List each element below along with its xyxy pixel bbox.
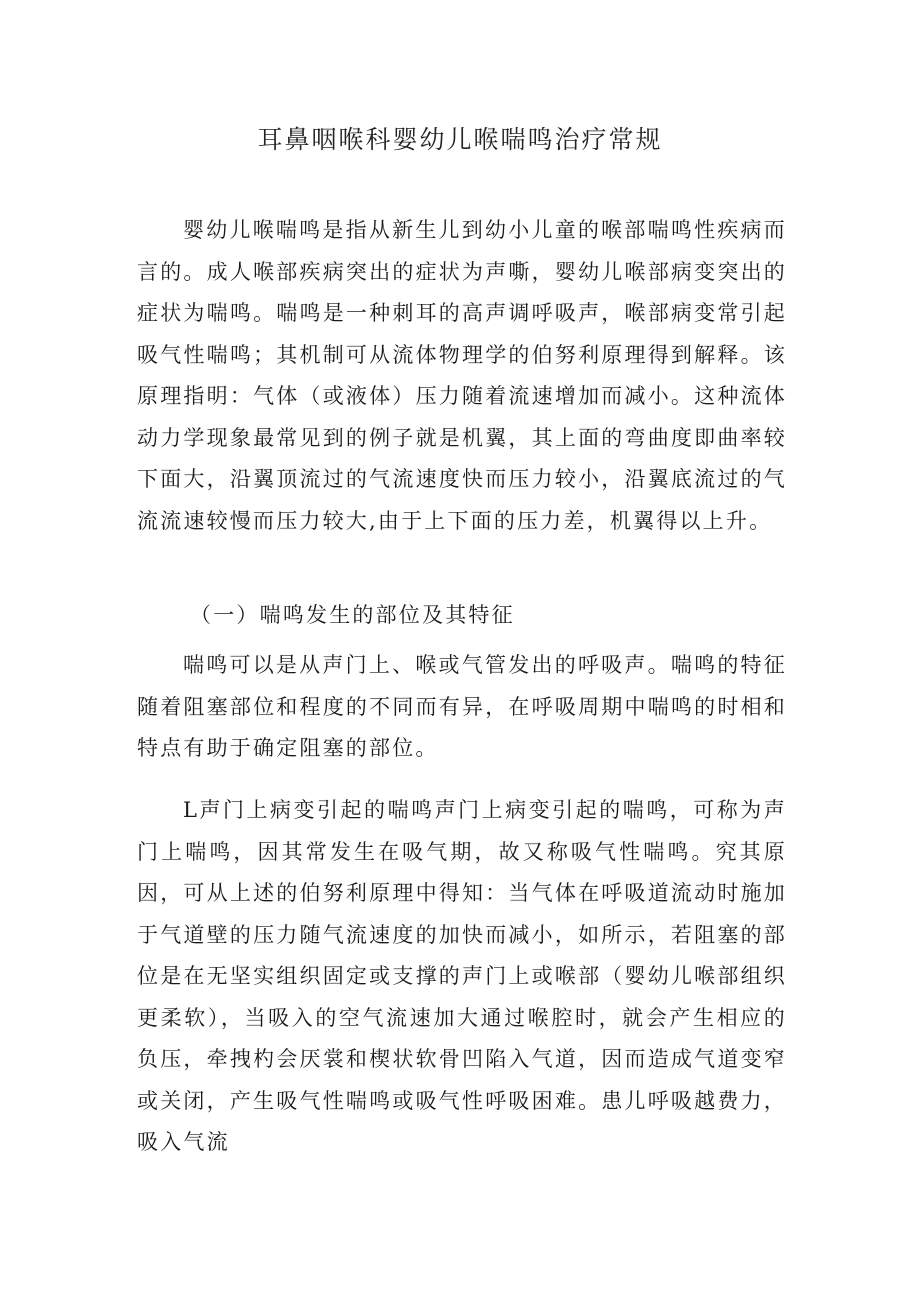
- page-title: 耳鼻咽喉科婴幼儿喉喘鸣治疗常规: [257, 125, 663, 154]
- paragraph-intro: 婴幼儿喉喘鸣是指从新生儿到幼小儿童的喉部喘鸣性疾病而言的。成人喉部疾病突出的症状为声嘶，婴幼儿喉部病变突出的症状为喘鸣。喘鸣是一种刺耳的高声调呼吸声，喉部病变常引起吸气性喘鸣；其机制可从流体物理学的伯努利原理得到解释。该原理指明：气体（或液体）压力随着流速增加而减小。这种流体动力学现象最常见到的例子就是机翼，其上面的弯曲度即曲率较下面大，沿翼顶流过的气流速度快而压力较小，沿翼底流过的气流流速较慢而压力较大,由于上下面的压力差，机翼得以上升。: [137, 218, 787, 533]
- section-heading: （一）喘鸣发生的部位及其特征: [190, 603, 515, 627]
- paragraph-characteristics: 喘鸣可以是从声门上、喉或气管发出的呼吸声。喘鸣的特征随着阻塞部位和程度的不同而有异，在呼吸周期中喘鸣的时相和特点有助于确定阻塞的部位。: [137, 653, 787, 760]
- paragraph-supraglottic: L声门上病变引起的喘鸣声门上病变引起的喘鸣，可称为声门上喘鸣，因其常发生在吸气期，故又称吸气性喘鸣。究其原因，可从上述的伯努利原理中得知：当气体在呼吸道流动时施加于气道壁的压力随气流速度的加快而减小，如所示，若阻塞的部位是在无坚实组织固定或支撑的声门上或喉部（婴幼儿喉部组织更柔软），当吸入的空气流速加大通过喉腔时，就会产生相应的负压，牵拽杓会厌裳和楔状软骨凹陷入气道，因而造成气道变窄或关闭，产生吸气性喘鸣或吸气性呼吸困难。患儿呼吸越费力，吸入气流: [137, 798, 787, 1154]
